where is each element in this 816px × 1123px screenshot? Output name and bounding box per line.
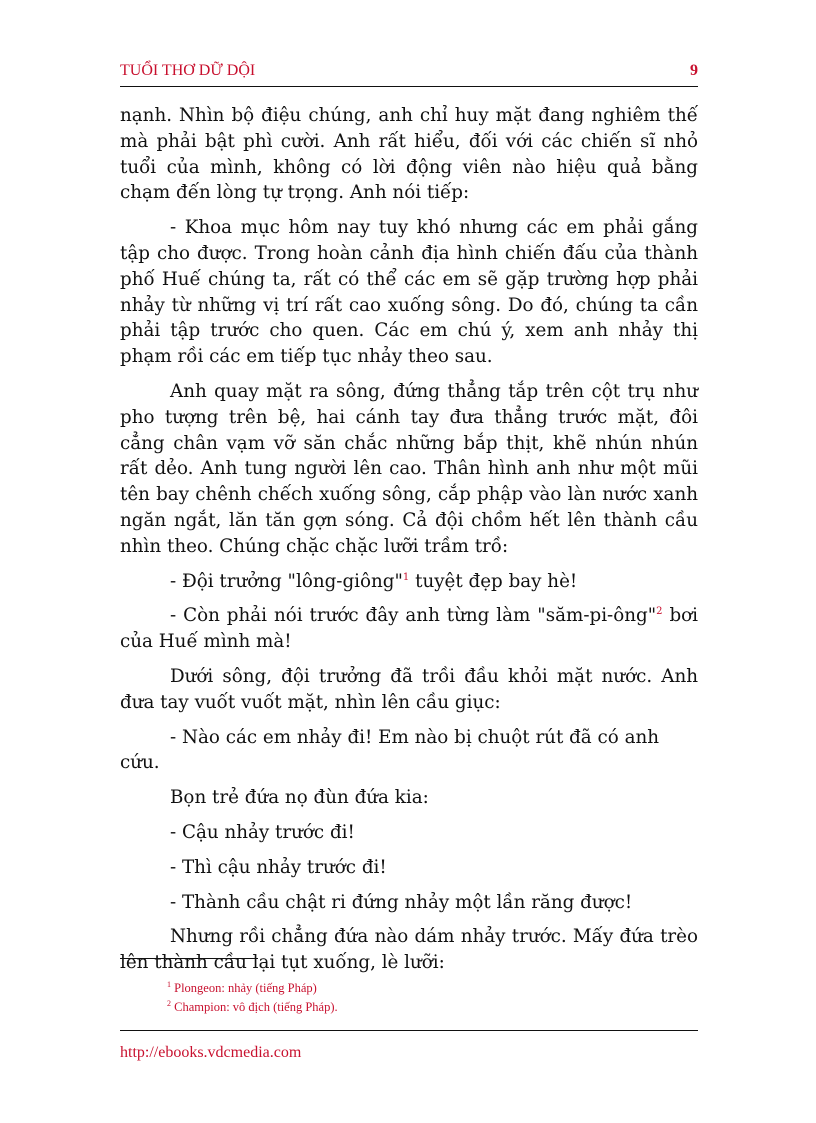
dialogue-line: - Thì cậu nhảy trước đi! [170,856,387,878]
book-title: TUỔI THƠ DỮ DỘI [120,62,256,79]
footnote-item [167,998,667,1017]
paragraph: Bọn trẻ đứa nọ đùn đứa kia: [170,787,429,809]
footnote-number: 2 [167,998,171,1008]
paragraph: nạnh. Nhìn bộ điệu chúng, anh chỉ huy mặt đang nghiêm thế mà phải bật phì cười. Anh rất hiểu, đối với các chiến sĩ nhỏ tuổi của mình, không có lời động viên nào hiệu quả bằng chạm đến lòng tự trọng. Anh nói tiếp: [120,105,698,204]
dialogue-text: bơi của Huế mình mà! [120,605,698,653]
dialogue-text: - Còn phải nói trước đây anh từng làm "săm-pi-ông" [170,605,657,627]
footnote-number: 1 [167,979,171,989]
page-header [120,62,698,87]
footnote-text: Plongeon: nhảy (tiếng Pháp) [174,981,317,995]
body-text [120,103,698,985]
page-footer [120,1030,698,1061]
dialogue-line: - Nào các em nhảy đi! Em nào bị chuột rút đã có anh cứu. [120,726,660,774]
dialogue-text: tuyệt đẹp bay hè! [409,570,578,592]
footnote-ref[interactable]: 1 [402,571,410,583]
dialogue-line: - Thành cầu chật ri đứng nhảy một lần răng được! [170,891,633,913]
paragraph: Nhưng rồi chẳng đứa nào dám nhảy trước. Mấy đứa trèo lên thành cầu lại tụt xuống, lè lưỡi: [120,926,698,974]
dialogue-line: - Cậu nhảy trước đi! [170,821,355,843]
dialogue-text: - Đội trưởng "lông-giông" [170,570,403,592]
footer-link[interactable]: http://ebooks.vdcmedia.com [120,1044,302,1061]
page-number: 9 [690,62,698,79]
dialogue-line [120,603,698,655]
footnote-text: Champion: vô địch (tiếng Pháp). [174,1000,338,1014]
footnote-ref[interactable]: 2 [656,606,663,618]
paragraph: Dưới sông, đội trưởng đã trồi đầu khỏi mặt nước. Anh đưa tay vuốt vuốt mặt, nhìn lên cầu giục: [120,665,698,713]
dialogue-line [120,569,698,595]
paragraph: Anh quay mặt ra sông, đứng thẳng tắp trên cột trụ như pho tượng trên bệ, hai cánh tay đưa thẳng trước mặt, đôi cẳng chân vạm vỡ săn chắc những bắp thịt, khẽ nhún nhún rất dẻo. Anh tung người lên cao. Thân hình anh như một mũi tên bay chênh chếch xuống sông, cắp phập vào làn nước xanh ngăn ngắt, lăn tăn gợn sóng. Cả đội chồm hết lên thành cầu nhìn theo. Chúng chặc chặc lưỡi trầm trồ: [120,380,698,557]
footnote-item [167,979,667,998]
footnotes [167,979,667,1017]
paragraph: - Khoa mục hôm nay tuy khó nhưng các em phải gắng tập cho được. Trong hoàn cảnh địa hình chiến đấu của thành phố Huế chúng ta, rất có thể các em sẽ gặp trường hợp phải nhảy từ những vị trí rất cao xuống sông. Do đó, chúng ta cần phải tập trước cho quen. Các em chú ý, xem anh nhảy thị phạm rồi các em tiếp tục nhảy theo sau. [120,217,698,368]
footnote-divider [120,958,258,959]
